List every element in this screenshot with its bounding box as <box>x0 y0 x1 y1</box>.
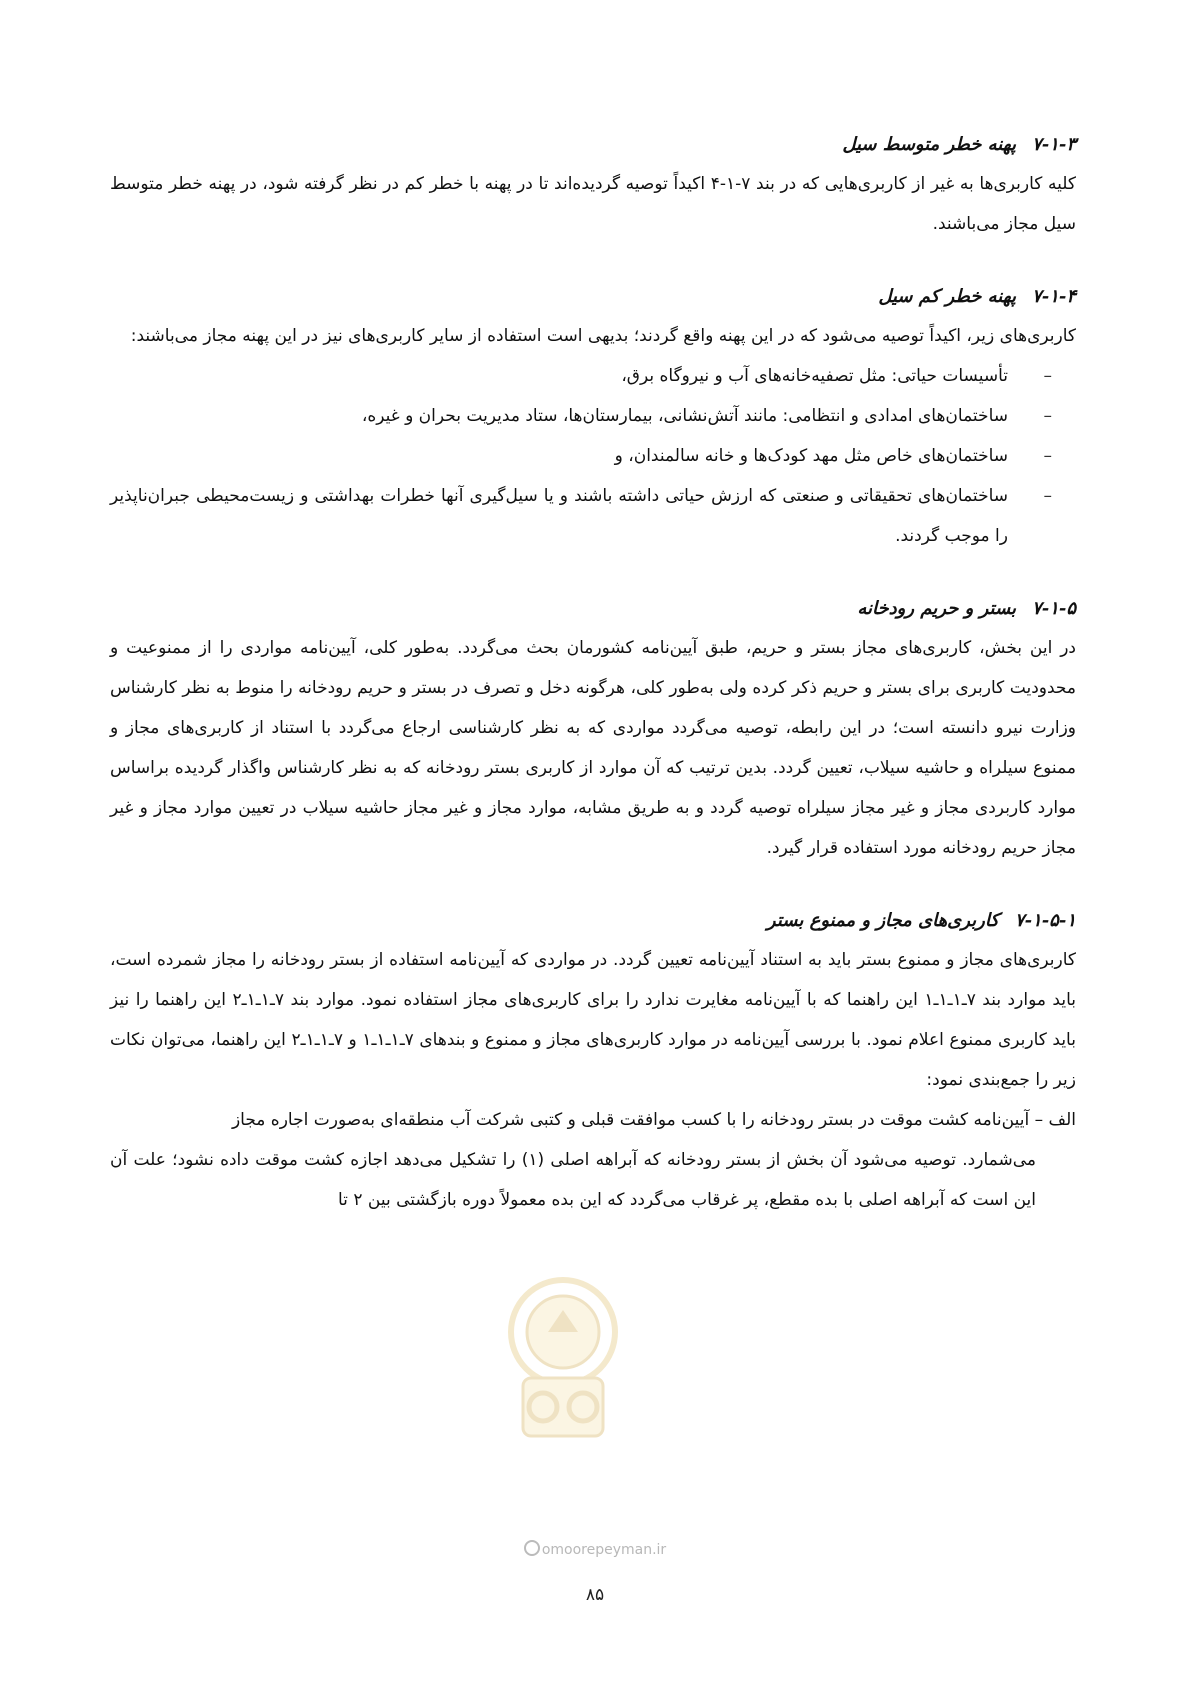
bullet-list <box>110 356 1076 556</box>
section-number: ۷-۱-۴ <box>1032 286 1076 307</box>
section-heading <box>110 280 1076 314</box>
section-number: ۷-۱-۵ <box>1032 598 1076 619</box>
section-7-1-3 <box>110 128 1076 244</box>
at-icon <box>524 1540 540 1556</box>
section-body: کلیه کاربری‌ها به غیر از کاربری‌هایی که در بند ۷-۱-۴ اکیداً توصیه گردیده‌اند تا در پهنه با خطر کم در نظر گرفته شود، در پهنه خطر متوسط سیل مجاز می‌باشند. <box>110 174 1076 234</box>
section-body: کاربری‌های مجاز و ممنوع بستر باید به استناد آیین‌نامه تعیین گردد. در مواردی که آیین‌نامه استفاده از بستر رودخانه را مجاز شمرده است، باید موارد بند ۷ـ۱ـ۱ـ۱ این راهنما که با آیین‌نامه مغایرت ندارد را برای کاربری‌های مجاز استفاده نمود. موارد بند ۷ـ۱ـ۱ـ۲ این راهنما را نیز باید کاربری ممنوع اعلام نمود. با بررسی آیین‌نامه در موارد کاربری‌های مجاز و ممنوع و بندهای ۷ـ۱ـ۱ـ۱ و ۷ـ۱ـ۱ـ۲ این راهنما، می‌توان نکات زیر را جمع‌بندی نمود: <box>110 950 1076 1090</box>
section-title: پهنه خطر متوسط سیل <box>842 134 1017 155</box>
page-number: ۸۵ <box>585 1585 605 1605</box>
list-item: – ساختمان‌های خاص مثل مهد کودک‌ها و خانه سالمندان، و <box>110 436 1052 476</box>
list-item: – تأسیسات حیاتی: مثل تصفیه‌خانه‌های آب و نیروگاه برق، <box>110 356 1052 396</box>
section-title: کاربری‌های مجاز و ممنوع بستر <box>766 910 999 931</box>
section-number: ۷-۱-۵-۱ <box>1014 910 1076 931</box>
section-heading <box>110 592 1076 626</box>
section-body: کاربری‌های زیر، اکیداً توصیه می‌شود که در این پهنه واقع گردند؛ بدیهی است استفاده از سایر کاربری‌های نیز در این پهنه مجاز می‌باشند: <box>130 326 1076 346</box>
item-alef-body: آیین‌نامه کشت موقت در بستر رودخانه را با کسب موافقت قبلی و کتبی شرکت آب منطقه‌ای به‌صورت اجاره مجاز <box>231 1110 1030 1130</box>
section-heading <box>110 128 1076 162</box>
section-7-1-5 <box>110 592 1076 868</box>
list-item: – ساختمان‌های امدادی و انتظامی: مانند آتش‌نشانی، بیمارستان‌ها، ستاد مدیریت بحران و غیره، <box>110 396 1052 436</box>
item-alef-lead: الف – <box>1034 1110 1076 1130</box>
section-7-1-4 <box>110 280 1076 556</box>
item-alef-continuation: می‌شمارد. توصیه می‌شود آن بخش از بستر رودخانه که آبراهه اصلی (۱) را تشکیل می‌دهد اجازه کشت موقت داده نشود؛ علت آن این است که آبراهه اصلی با بده مقطع، پر غرقاب می‌گردد که این بده معمولاً دوره بازگشتی بین ۲ تا <box>110 1150 1036 1210</box>
section-title: پهنه خطر کم سیل <box>878 286 1017 307</box>
section-body: در این بخش، کاربری‌های مجاز بستر و حریم، طبق آیین‌نامه کشورمان بحث می‌گردد. به‌طور کلی، آیین‌نامه مواردی را از ممنوعیت و محدودیت کاربری برای بستر و حریم ذکر کرده ولی به‌طور کلی، هرگونه دخل و تصرف در بستر و حریم رودخانه را منوط به نظر کارشناس وزارت نیرو دانسته است؛ در این رابطه، توصیه می‌گردد مواردی که به نظر کارشناسی ارجاع می‌گردد با استناد از کاربری‌های مجاز و ممنوع سیلراه و حاشیه سیلاب، تعیین گردد. بدین ترتیب که آن موارد از کاربری بستر رودخانه که به نظر کارشناس واگذار گردیده براساس موارد کاربردی مجاز و غیر مجاز سیلراه توصیه گردد و به طریق مشابه، موارد مجاز و غیر مجاز حاشیه سیلاب در تعیین موارد مجاز و غیر مجاز حریم رودخانه مورد استفاده قرار گیرد. <box>110 638 1076 858</box>
omoorepeyman-logo-icon <box>488 1270 638 1460</box>
section-number: ۷-۱-۳ <box>1032 134 1076 155</box>
item-alef <box>110 1100 1076 1220</box>
section-7-1-5-1 <box>110 904 1076 1220</box>
page-content <box>110 128 1076 1256</box>
section-title: بستر و حریم رودخانه <box>857 598 1017 619</box>
list-item: – ساختمان‌های تحقیقاتی و صنعتی که ارزش حیاتی داشته باشند و یا سیل‌گیری آنها خطرات بهداشتی و زیست‌محیطی جبران‌ناپذیر را موجب گردند. <box>110 476 1052 556</box>
item-alef-first-line <box>110 1100 1076 1140</box>
section-heading <box>110 904 1076 938</box>
watermark-site: omoorepeyman.ir <box>0 1540 1190 1558</box>
